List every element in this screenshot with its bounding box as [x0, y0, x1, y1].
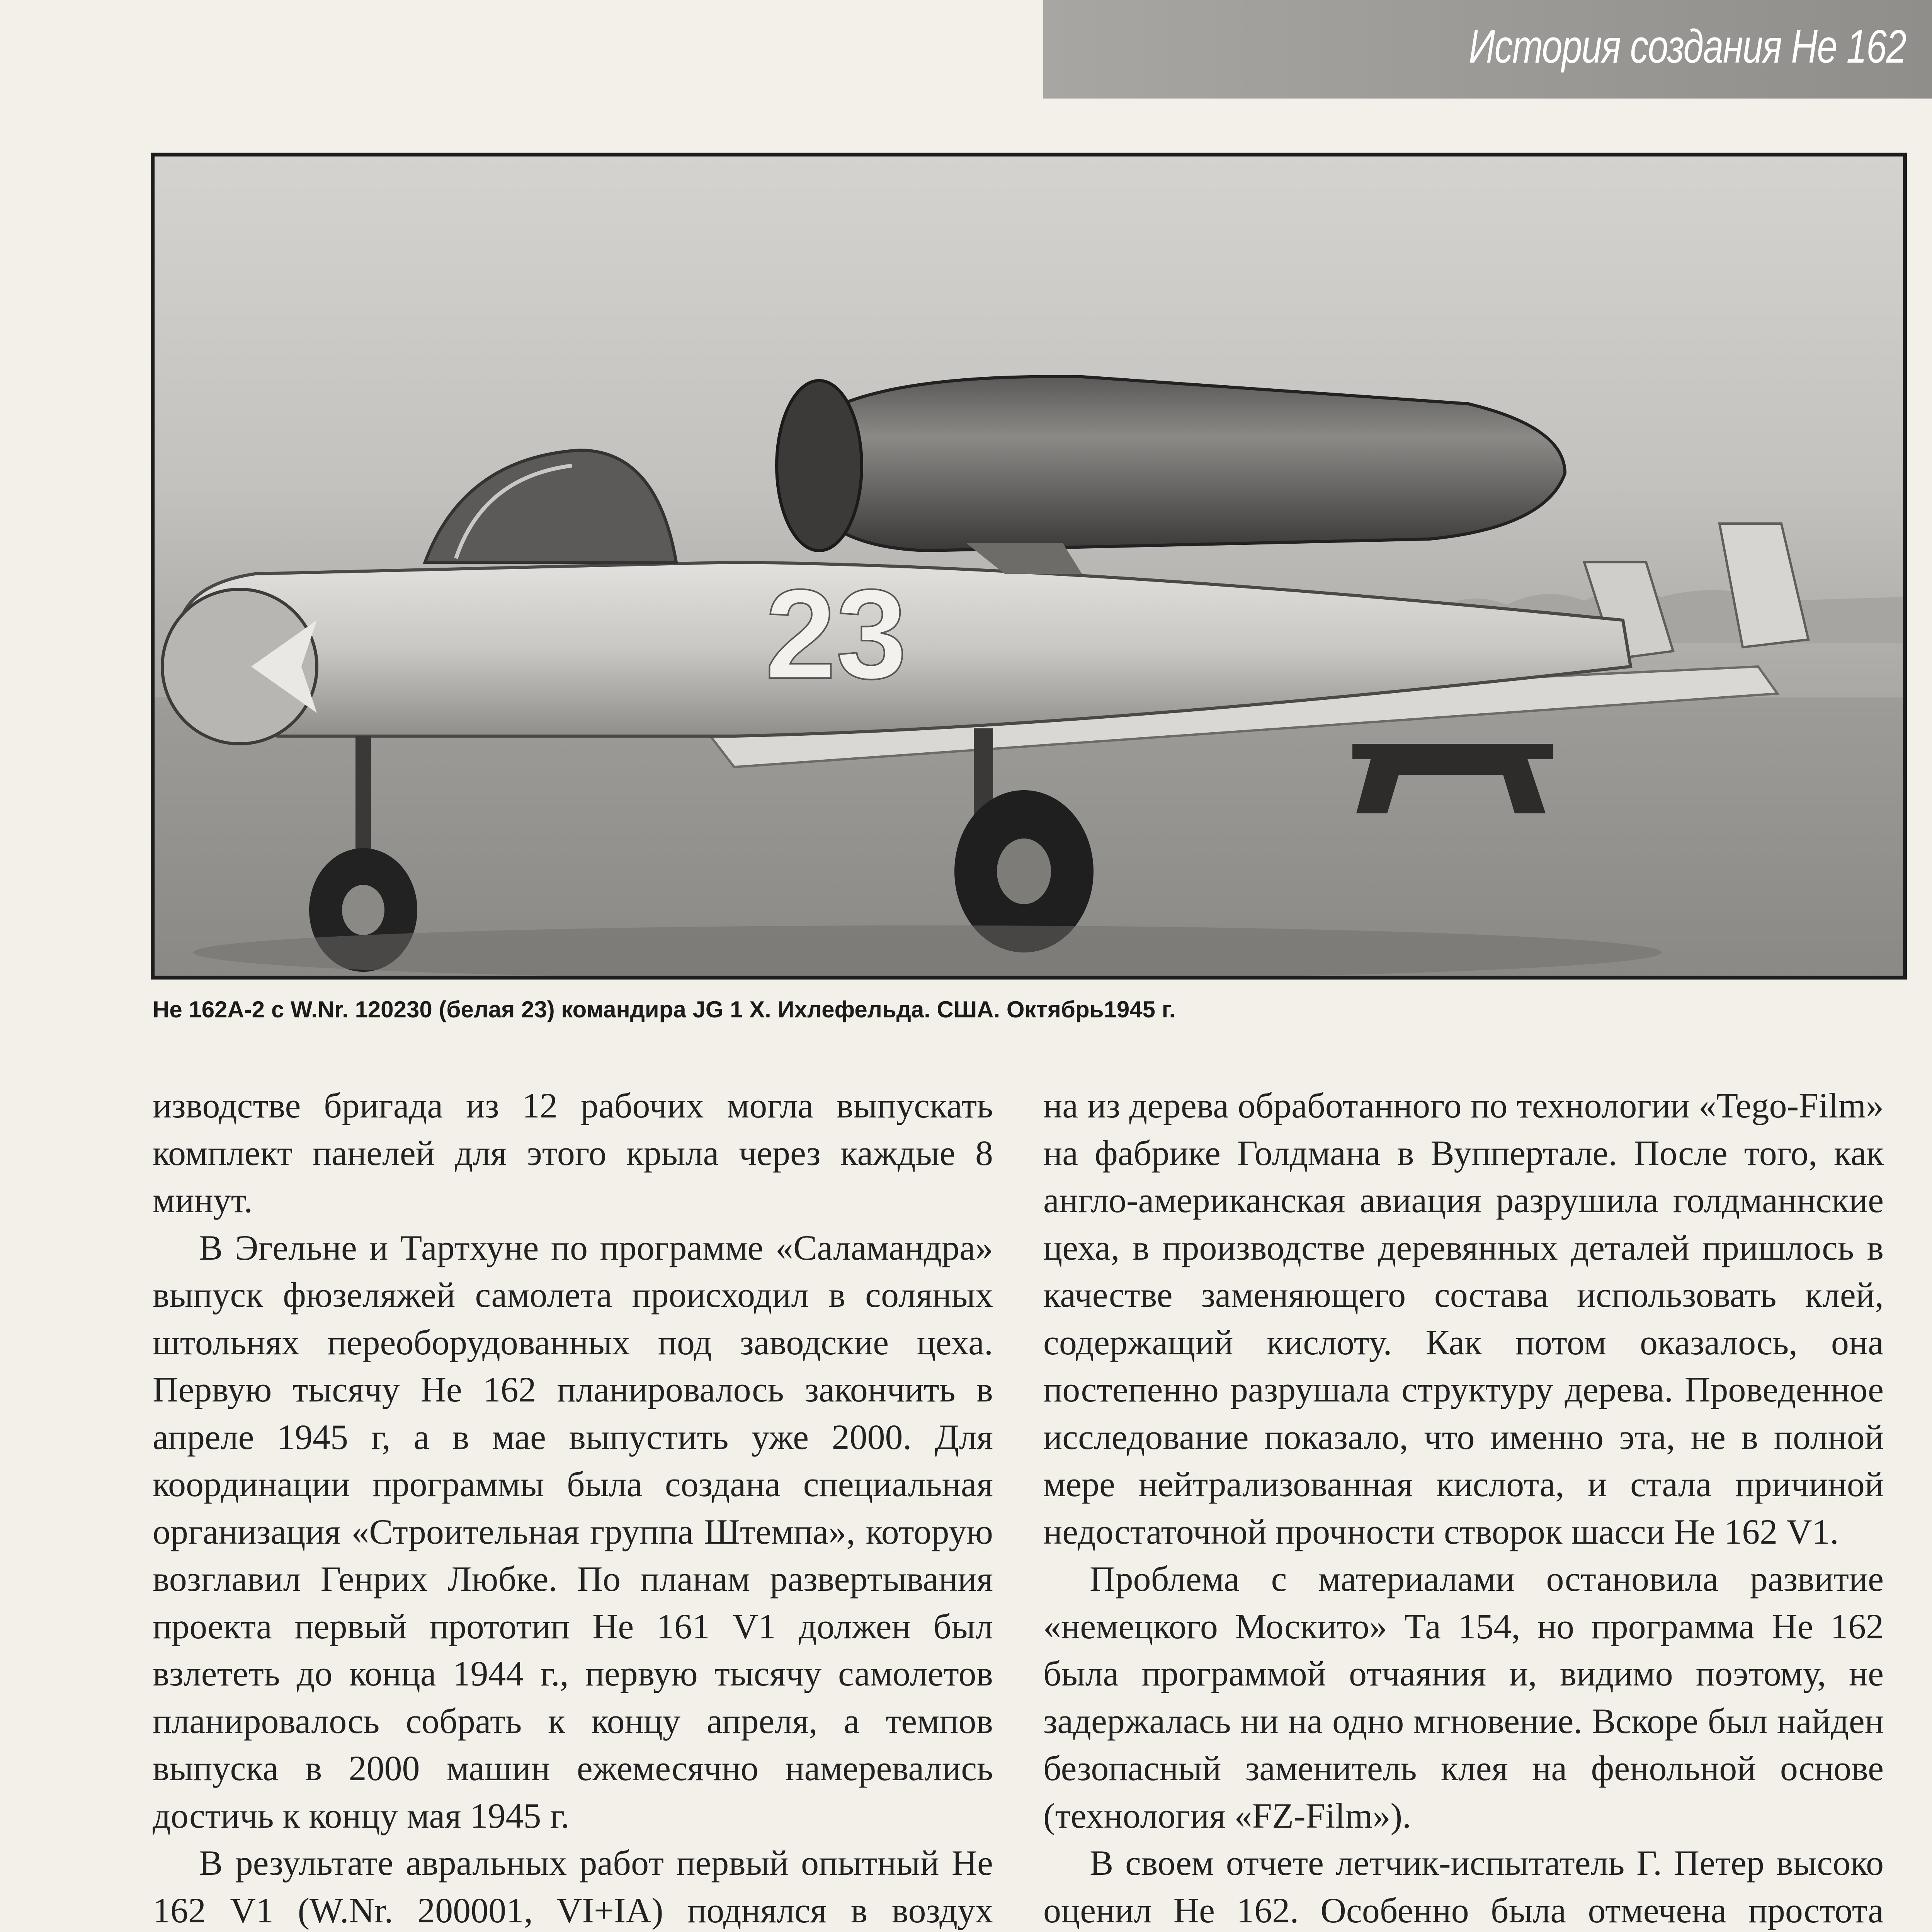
paragraph: В Эгельне и Тартхуне по программе «Саламандра» выпуск фюзеляжей самолета происходил в соляных штольнях переоборудованных под заводские цеха. Первую тысячу Не 162 планировалось закончить в апреле 1945 г, а в мае выпустить уже 2000. Для координации программы была создана специальная организация «Строительная группа Штемпа», которую возглавил Генрих Любке. По планам развертывания проекта первый прототип Не 161 V1 должен был взлететь до конца 1944 г., первую тысячу самолетов планировалось собрать к концу апреля, а темпов выпуска в 2000 машин ежемесячно намеревались достичь к концу мая 1945 г. — [153, 1228, 993, 1835]
paragraph: В своем отчете летчик-испытатель Г. Петер высоко оценил Не 162. Особенно была отмечена простота — [1043, 1843, 1884, 1930]
engine-nacelle — [792, 376, 1565, 551]
paragraph: на из дерева обработанного по технологии «Tego-Film» на фабрике Голдмана в Вуппертале. После того, как англо-американская авиация разрушила голдманнские цеха, в производстве деревянных деталей пришлось в качестве заменяющего состава использовать клей, содержащий кислоту. Как потом оказалось, она постепенно разрушала структуру дерева. Проведенное исследование показало, что именно эта, не в полной мере нейтрализованная кислота, и стала причиной недостаточной прочности створок шасси Не 162 V1. — [1043, 1086, 1884, 1551]
he162-photo-illustration — [155, 156, 1903, 976]
running-header-title: История создания Не 162 — [1469, 20, 1906, 73]
engine-intake — [777, 381, 862, 551]
aircraft-marking: 23 — [765, 563, 907, 705]
header-band — [1043, 0, 1932, 99]
text-column-right — [1043, 1082, 1884, 1932]
text-column-left — [153, 1082, 993, 1932]
paragraph: Проблема с материалами остановила развитие «немецкого Москито» Та 154, но программа Не 162 была программой отчаяния и, видимо поэтому, не задержалась ни на одно мгновение. Вскоре был найден безопасный заменитель клея на фенольной основе (технология «FZ-Film»). — [1043, 1559, 1884, 1835]
aircraft-photo — [151, 153, 1907, 980]
photo-caption: He 162A-2 c W.Nr. 120230 (белая 23) командира JG 1 X. Ихлефельда. США. Октябрь1945 г. — [153, 997, 1176, 1022]
paragraph: изводстве бригада из 12 рабочих могла выпускать комплект панелей для этого крыла через каждые 8 минут. — [153, 1086, 993, 1220]
paragraph: В результате авральных работ первый опытный Не 162 V1 (W.Nr. 200001, VI+IA) поднялся в воздух — [153, 1843, 993, 1930]
